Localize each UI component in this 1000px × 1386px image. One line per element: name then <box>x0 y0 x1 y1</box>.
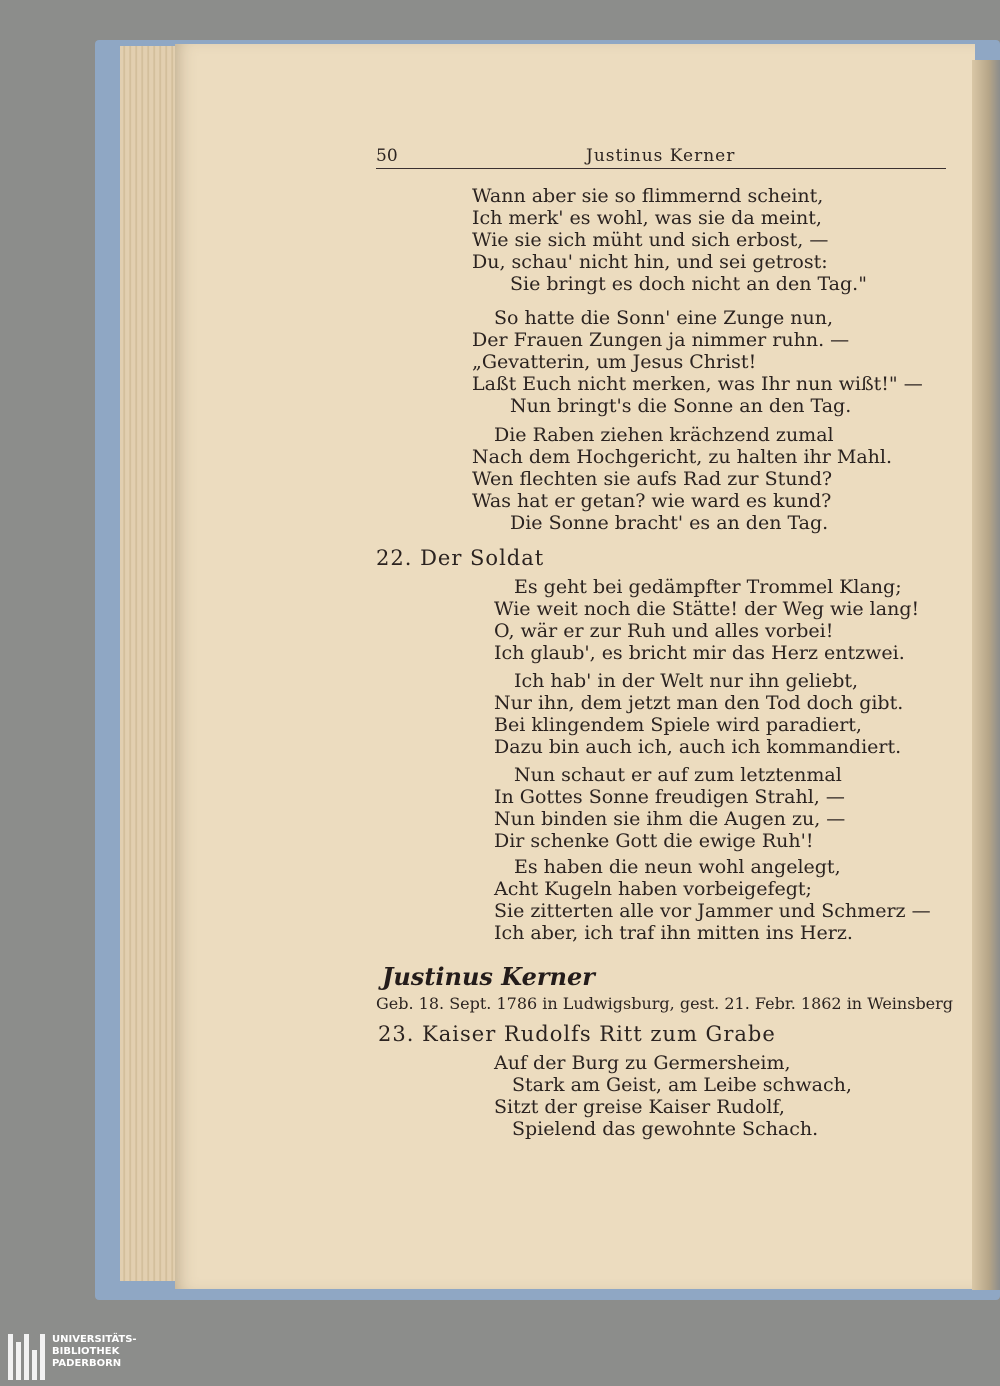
verse-refrain: Nun bringt's die Sonne an den Tag. <box>510 395 852 417</box>
page-edges <box>120 46 180 1281</box>
verse-line: Die Raben ziehen krächzend zumal <box>494 424 834 446</box>
verse-line: Dazu bin auch ich, auch ich kommandiert. <box>494 736 902 758</box>
verse-line: Nach dem Hochgericht, zu halten ihr Mahl. <box>472 446 893 468</box>
verse-line: Wen flechten sie aufs Rad zur Stund? <box>472 468 833 490</box>
verse-line: „Gevatterin, um Jesus Christ! <box>472 351 757 373</box>
verse-line: So hatte die Sonn' eine Zunge nun, <box>494 307 834 329</box>
author-dates: Geb. 18. Sept. 1786 in Ludwigsburg, gest. 21. Febr. 1862 in Weinsberg <box>376 994 954 1013</box>
logo-line: PADERBORN <box>52 1358 122 1369</box>
logo-line: BIBLIOTHEK <box>52 1346 120 1357</box>
verse-line: O, wär er zur Ruh und alles vorbei! <box>494 620 834 642</box>
verse-line: Ich merk' es wohl, was sie da meint, <box>472 207 822 229</box>
verse-line: Was hat er getan? wie ward es kund? <box>472 490 832 512</box>
library-logo <box>8 1334 158 1380</box>
verse-line: Sitzt der greise Kaiser Rudolf, <box>494 1096 785 1118</box>
library-logo-text <box>52 1334 137 1370</box>
verse-line: Stark am Geist, am Leibe schwach, <box>512 1074 852 1096</box>
header-rule <box>376 168 946 169</box>
verse-line: Acht Kugeln haben vorbeigefegt; <box>494 878 812 900</box>
verse-line: Der Frauen Zungen ja nimmer ruhn. — <box>472 329 850 351</box>
verse-line: Ich glaub', es bricht mir das Herz entzwei. <box>494 642 905 664</box>
verse-line: Ich aber, ich traf ihn mitten ins Herz. <box>494 922 853 944</box>
verse-line: Nur ihn, dem jetzt man den Tod doch gibt. <box>494 692 904 714</box>
verse-line: Du, schau' nicht hin, und sei getrost: <box>472 251 828 273</box>
stanza <box>494 576 919 664</box>
stanza <box>494 764 845 852</box>
stanza <box>472 424 892 534</box>
verse-line: Dir schenke Gott die ewige Ruh'! <box>494 830 814 852</box>
stanza <box>472 185 867 295</box>
author-name: Justinus Kerner <box>382 962 595 991</box>
page-curl <box>972 60 1000 1290</box>
verse-line: Sie zitterten alle vor Jammer und Schmerz — <box>494 900 931 922</box>
stanza <box>494 670 903 758</box>
verse-line: Laßt Euch nicht merken, was Ihr nun wißt!" — <box>472 373 923 395</box>
verse-line: Nun schaut er auf zum letztenmal <box>514 764 842 786</box>
stanza <box>494 856 931 944</box>
stanza <box>472 307 923 417</box>
running-title: Justinus Kerner <box>586 146 736 166</box>
verse-line: Wann aber sie so flimmernd scheint, <box>472 185 824 207</box>
verse-line: Bei klingendem Spiele wird paradiert, <box>494 714 862 736</box>
logo-line: UNIVERSITÄTS- <box>52 1334 137 1345</box>
verse-line: Auf der Burg zu Germersheim, <box>494 1052 791 1074</box>
verse-line: Spielend das gewohnte Schach. <box>512 1118 819 1140</box>
stanza <box>494 1052 852 1140</box>
verse-line: Es haben die neun wohl angelegt, <box>514 856 841 878</box>
verse-line: Wie sie sich müht und sich erbost, — <box>472 229 829 251</box>
verse-line: Nun binden sie ihm die Augen zu, — <box>494 808 846 830</box>
verse-line: Es geht bei gedämpfter Trommel Klang; <box>514 576 902 598</box>
poem-heading: 22. Der Soldat <box>376 546 545 570</box>
verse-line: Wie weit noch die Stätte! der Weg wie lang! <box>494 598 920 620</box>
verse-refrain: Die Sonne bracht' es an den Tag. <box>510 512 829 534</box>
library-logo-icon <box>8 1334 48 1380</box>
verse-refrain: Sie bringt es doch nicht an den Tag." <box>510 273 867 295</box>
verse-line: Ich hab' in der Welt nur ihn geliebt, <box>514 670 859 692</box>
poem-heading: 23. Kaiser Rudolfs Ritt zum Grabe <box>378 1022 776 1046</box>
page-number: 50 <box>376 146 398 166</box>
verse-line: In Gottes Sonne freudigen Strahl, — <box>494 786 845 808</box>
